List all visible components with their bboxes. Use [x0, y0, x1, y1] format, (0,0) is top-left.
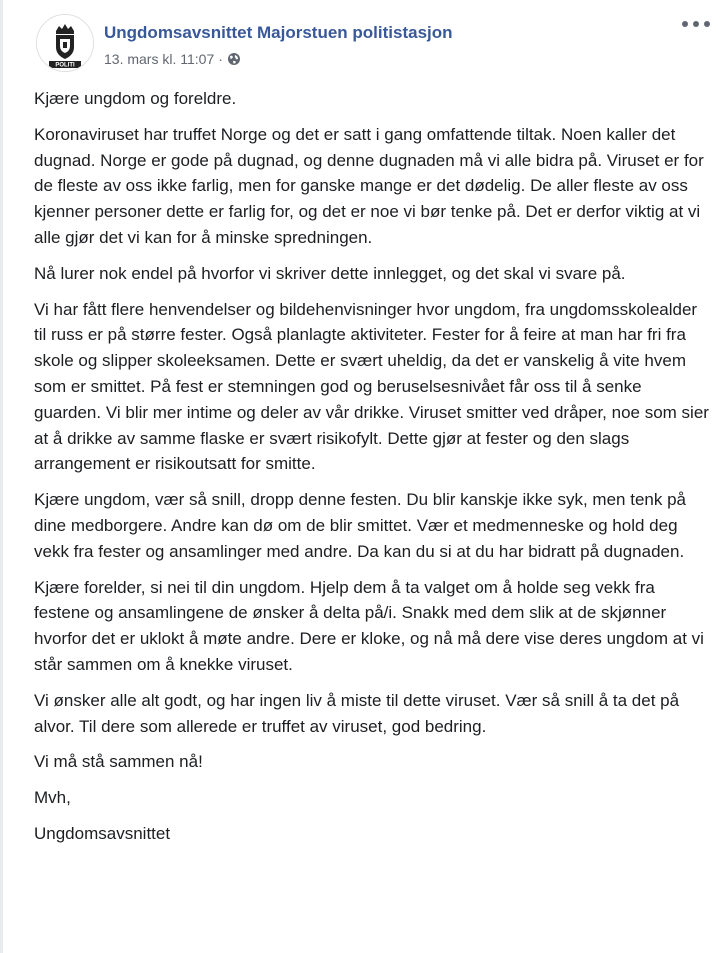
- post-paragraph: Vi har fått flere henvendelser og bildehenvisninger hvor ungdom, fra ungdomsskolealder til russ er på større fester. Også planlagte aktiviteter. Fester for å feire at man har fri fra skole og slipper skoleeksamen. Dette er svært uheldig, da det er vanskelig å vite hvem som er smittet. På fest er stemningen god og beruselsesnivået får oss til å senke guarden. Vi blir mer intime og deler av vår drikke. Viruset smitter ved dråper, noe som sier at å drikke av samme flaske er svært risikofylt. Dette gjør at fester og den slags arrangement er risikoutsatt for smitte.: [34, 299, 709, 474]
- crest-text: POLITI: [55, 62, 75, 69]
- post-meta: [104, 51, 241, 67]
- globe-icon[interactable]: [227, 52, 241, 66]
- more-dot: [682, 21, 688, 27]
- post-paragraph: Vi ønsker alle alt godt, og har ingen liv å miste til dette viruset. Vær så snill å ta det på alvor. Til dere som allerede er truffet av viruset, god bedring.: [34, 690, 680, 736]
- page-avatar[interactable]: [36, 14, 94, 72]
- post-paragraph: Koronaviruset har truffet Norge og det er satt i gang omfattende tiltak. Noen kaller det dugnad. Norge er gode på dugnad, og denne dugnaden må vi alle bidra på. Viruset er for de fleste av oss ikke farlig, men for ganske mange er det dødelig. De aller fleste av oss kjenner personer dette er farlig for, og det er noe vi bør tenke på. Det er derfor viktig at vi alle gjør det vi kan for å minske spredningen.: [34, 124, 704, 247]
- more-dot: [704, 21, 710, 27]
- post-paragraph: Kjære forelder, si nei til din ungdom. Hjelp dem å ta valget om å holde seg vekk fra festene og ansamlingene de ønsker å delta på/i. Snakk med dem slik at de skjønner hvorfor det er uklokt å møte andre. Dere er kloke, og nå må dere vise deres ungdom at vi står sammen om å knekke viruset.: [34, 577, 704, 674]
- post-timestamp[interactable]: 13. mars kl. 11:07: [104, 51, 215, 67]
- facebook-post: [3, 0, 722, 953]
- post-header: [36, 14, 686, 74]
- more-options-icon[interactable]: [682, 16, 710, 32]
- post-paragraph: Kjære ungdom og foreldre.: [34, 89, 237, 108]
- post-paragraph: Kjære ungdom, vær så snill, dropp denne festen. Du blir kanskje ikke syk, men tenk på dine medborgere. Andre kan dø om de blir smittet. Vær et medmenneske og hold deg vekk fra fester og ansamlinger med andre. Da kan du si at du har bidratt på dugnaden.: [34, 490, 686, 561]
- more-dot: [693, 21, 699, 27]
- page-name-link[interactable]: Ungdomsavsnittet Majorstuen politistasjon: [104, 23, 453, 42]
- post-paragraph: Vi må stå sammen nå!: [34, 752, 203, 772]
- post-body: [34, 86, 710, 857]
- meta-separator: ·: [218, 51, 223, 67]
- police-crest-icon: [37, 15, 93, 71]
- post-paragraph: Nå lurer nok endel på hvorfor vi skriver dette innlegget, og det skal vi svare på.: [34, 263, 626, 283]
- post-signature: Ungdomsavsnittet: [34, 823, 171, 843]
- post-paragraph: Mvh,: [34, 788, 71, 808]
